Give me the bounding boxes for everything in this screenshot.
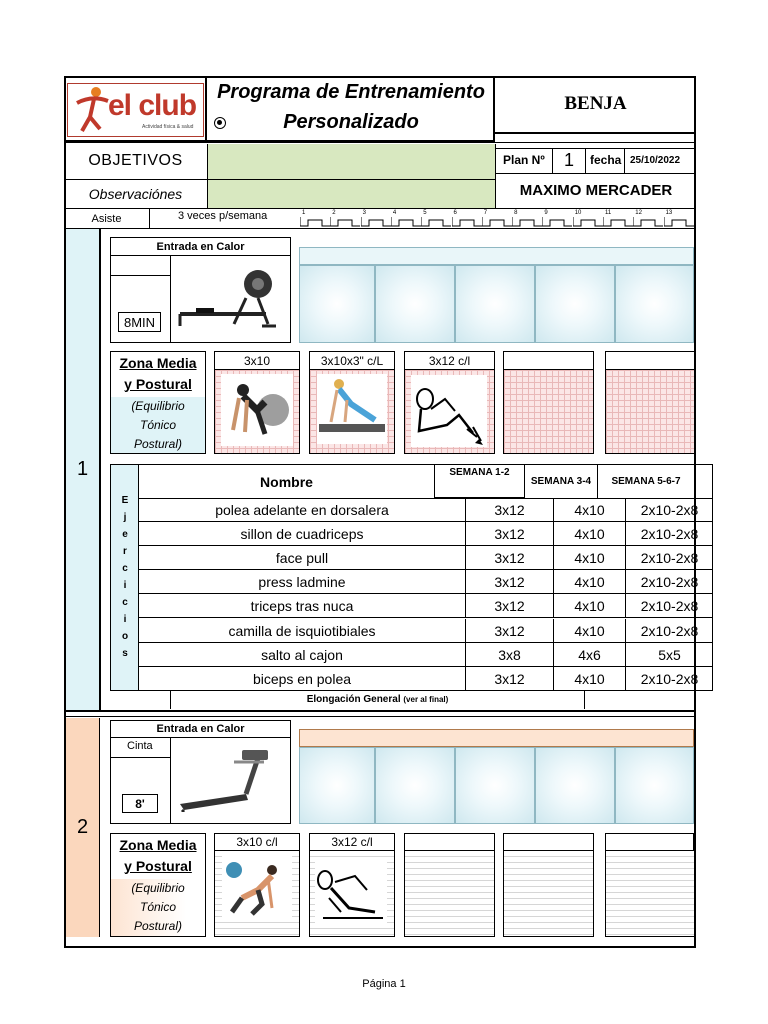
page-title-line2: Personalizado (283, 110, 419, 133)
side-letter: e (122, 529, 128, 540)
table-row (139, 667, 713, 691)
side-letter: i (123, 614, 127, 625)
plan-label: Plan Nº (503, 153, 545, 167)
day2-warmup-machine: Cinta (127, 740, 153, 752)
week1-value: 3x8 (465, 643, 553, 667)
elongacion-note: (ver al final) (403, 695, 449, 704)
rowing-machine-icon (176, 262, 286, 338)
attendance-number: 4 (392, 210, 397, 216)
week3-value: 2x10-2x8 (625, 594, 713, 618)
table-row (139, 594, 713, 618)
attendance-number: 9 (544, 210, 548, 216)
week3-value: 2x10-2x8 (625, 619, 713, 643)
logo (67, 83, 204, 137)
attendance-box[interactable] (452, 210, 482, 228)
day1-band (66, 229, 100, 710)
plank-exercise-icon (317, 374, 387, 444)
week2-value: 4x10 (553, 667, 625, 691)
table-header-week1: SEMANA 1-2 (434, 464, 525, 498)
day2-warmup-time: 8' (122, 794, 158, 813)
treadmill-icon (176, 748, 276, 812)
exercise-name: camilla de isquiotibiales (228, 622, 376, 639)
day2-core-ex1-sets: 3x10 c/l (214, 834, 300, 851)
day2-warmup-title: Entrada en Calor (110, 721, 291, 738)
attendance-number: 7 (483, 210, 488, 216)
day2-empty-cell-2 (375, 747, 455, 824)
week1-value: 3x12 (465, 594, 553, 618)
attendance-number: 12 (635, 210, 642, 216)
day1-empty-cell-5 (615, 265, 694, 343)
exercise-name: polea adelante en dorsalera (215, 502, 389, 518)
sketch-exercise-2-icon (315, 858, 387, 924)
week2-value: 4x6 (553, 643, 625, 667)
day2-core-title (111, 834, 205, 878)
day1-core-sub-3: Postural) (133, 437, 183, 451)
day1-core-sub-2: Tónico (139, 418, 177, 432)
day2-empty-cell-5 (615, 747, 694, 824)
week2-value: 4x10 (553, 546, 625, 570)
day1-core-ex1-sets: 3x10 (214, 352, 300, 370)
attendance-box[interactable] (391, 210, 421, 228)
day1-empty-cell-1 (299, 265, 375, 343)
week1-value: 3x12 (465, 619, 553, 643)
objetivos-field[interactable] (207, 144, 496, 179)
table-header-name: Nombre (260, 473, 313, 490)
week2-value: 4x10 (553, 594, 625, 618)
attendance-number: 6 (453, 210, 457, 216)
side-letter: o (121, 631, 129, 642)
day1-core-ex2-sets: 3x10x3" c/L (309, 352, 395, 370)
week3-value: 2x10-2x8 (625, 498, 713, 522)
day1-core-title-line1: Zona Media (119, 354, 197, 371)
asiste-value: 3 veces p/semana (178, 210, 268, 222)
side-letter: j (123, 512, 127, 523)
day2-core-sub-1: (Equilibrio (131, 881, 185, 895)
exercise-name: salto al cajon (261, 646, 343, 663)
day2-core-title-line1: Zona Media (119, 836, 197, 853)
attendance-box[interactable] (664, 210, 694, 228)
side-letter: c (122, 563, 128, 574)
week1-value: 3x12 (465, 667, 553, 691)
page-title-line1: Programa de Entrenamiento (217, 80, 485, 103)
day2-empty-cell-3 (455, 747, 535, 824)
attendance-number: 10 (574, 210, 582, 216)
side-letter: i (123, 580, 127, 591)
day2-band (66, 718, 100, 937)
logo-text: el club (108, 89, 197, 122)
table-row (139, 619, 713, 643)
attendance-box[interactable] (300, 210, 330, 228)
day1-warmup-title: Entrada en Calor (110, 238, 291, 256)
fecha-label: fecha (590, 153, 622, 167)
day1-empty-cell-3 (455, 265, 535, 343)
attendance-box[interactable] (603, 210, 633, 228)
attendance-number: 8 (514, 210, 518, 216)
attendance-box[interactable] (421, 210, 451, 228)
table-row (139, 498, 713, 522)
day1-empty-header (299, 247, 694, 265)
side-letter: c (122, 597, 128, 608)
week3-value: 2x10-2x8 (625, 522, 713, 546)
day1-empty-cell-4 (535, 265, 615, 343)
week1-value: 3x12 (465, 570, 553, 594)
day2-empty-cell-1 (299, 747, 375, 824)
week1-value: 3x12 (465, 546, 553, 570)
day2-core-sub (111, 879, 205, 936)
day2-empty-cell-4 (535, 747, 615, 824)
exercise-name: triceps tras nuca (250, 598, 354, 615)
week3-value: 2x10-2x8 (625, 667, 713, 691)
day2-number: 2 (76, 816, 89, 838)
table-header-week3: SEMANA 5-6-7 (611, 476, 681, 487)
client-name: BENJA (495, 76, 696, 134)
day2-core-ex2-sets: 3x12 c/l (309, 834, 395, 851)
attendance-number: 5 (423, 210, 427, 216)
runner-icon (72, 85, 112, 135)
attendance-box[interactable] (633, 210, 663, 228)
observaciones-label: Observaciónes (88, 186, 183, 202)
attendance-box[interactable] (573, 210, 603, 228)
day1-number: 1 (76, 458, 89, 480)
day2-core-sub-2: Tónico (139, 900, 177, 914)
attendance-box[interactable] (330, 210, 360, 228)
day2-empty-header (299, 729, 694, 747)
week1-value: 3x12 (465, 498, 553, 522)
day1-core-sub-1: (Equilibrio (131, 399, 185, 413)
week2-value: 4x10 (553, 570, 625, 594)
day1-core-title (111, 352, 205, 396)
day1-side-label (111, 465, 139, 690)
attendance-number: 13 (665, 210, 673, 216)
table-row (139, 546, 713, 570)
attendance-number: 11 (605, 210, 612, 216)
table-row (139, 570, 713, 594)
mountain-climber-icon (222, 856, 292, 922)
side-letter: s (122, 648, 128, 659)
observaciones-field[interactable] (207, 180, 496, 208)
day1-empty-cell-2 (375, 265, 455, 343)
asiste-label: Asiste (91, 212, 122, 225)
attendance-box[interactable] (542, 210, 572, 228)
day2-core-title-line2: y Postural (124, 857, 192, 874)
table-row (139, 643, 713, 667)
week2-value: 4x10 (553, 619, 625, 643)
elongacion-row (170, 691, 585, 709)
plan-number: 1 (564, 150, 575, 170)
fecha-value: 25/10/2022 (630, 155, 681, 166)
day1-core-sub (111, 397, 205, 453)
exercise-name: biceps en polea (252, 670, 352, 687)
day1-warmup-time: 8MIN (118, 312, 161, 332)
week1-value: 3x12 (465, 522, 553, 546)
logo-tagline: Actividad física & salud (142, 124, 194, 130)
side-letter: r (123, 546, 127, 557)
exercise-name: face pull (275, 550, 329, 567)
week2-value: 4x10 (553, 522, 625, 546)
table-header-week2: SEMANA 3-4 (530, 476, 592, 487)
attendance-number: 3 (362, 210, 366, 216)
week3-value: 2x10-2x8 (625, 546, 713, 570)
sketch-exercise-icon (411, 375, 487, 447)
week3-value: 2x10-2x8 (625, 570, 713, 594)
side-letter: E (121, 495, 129, 506)
week3-value: 5x5 (625, 643, 713, 667)
exercise-name: press ladmine (258, 574, 346, 591)
stability-ball-exercise-icon (221, 374, 293, 446)
elongacion-label: Elongación General (306, 694, 401, 705)
objetivos-label: OBJETIVOS (88, 152, 183, 169)
attendance-number: 1 (302, 210, 306, 216)
page-number: Página 1 (362, 978, 406, 990)
day2-core-sub-3: Postural) (133, 919, 183, 933)
table-row (139, 522, 713, 546)
attendance-box[interactable] (361, 210, 391, 228)
trainer-name: MAXIMO MERCADER (519, 181, 673, 199)
attendance-box[interactable] (512, 210, 542, 228)
day1-core-ex3-sets: 3x12 c/l (404, 352, 495, 370)
week2-value: 4x10 (553, 498, 625, 522)
attendance-box[interactable] (482, 210, 512, 228)
attendance-number: 2 (332, 210, 336, 216)
day1-core-title-line2: y Postural (124, 375, 192, 392)
exercise-name: sillon de cuadriceps (240, 526, 364, 543)
